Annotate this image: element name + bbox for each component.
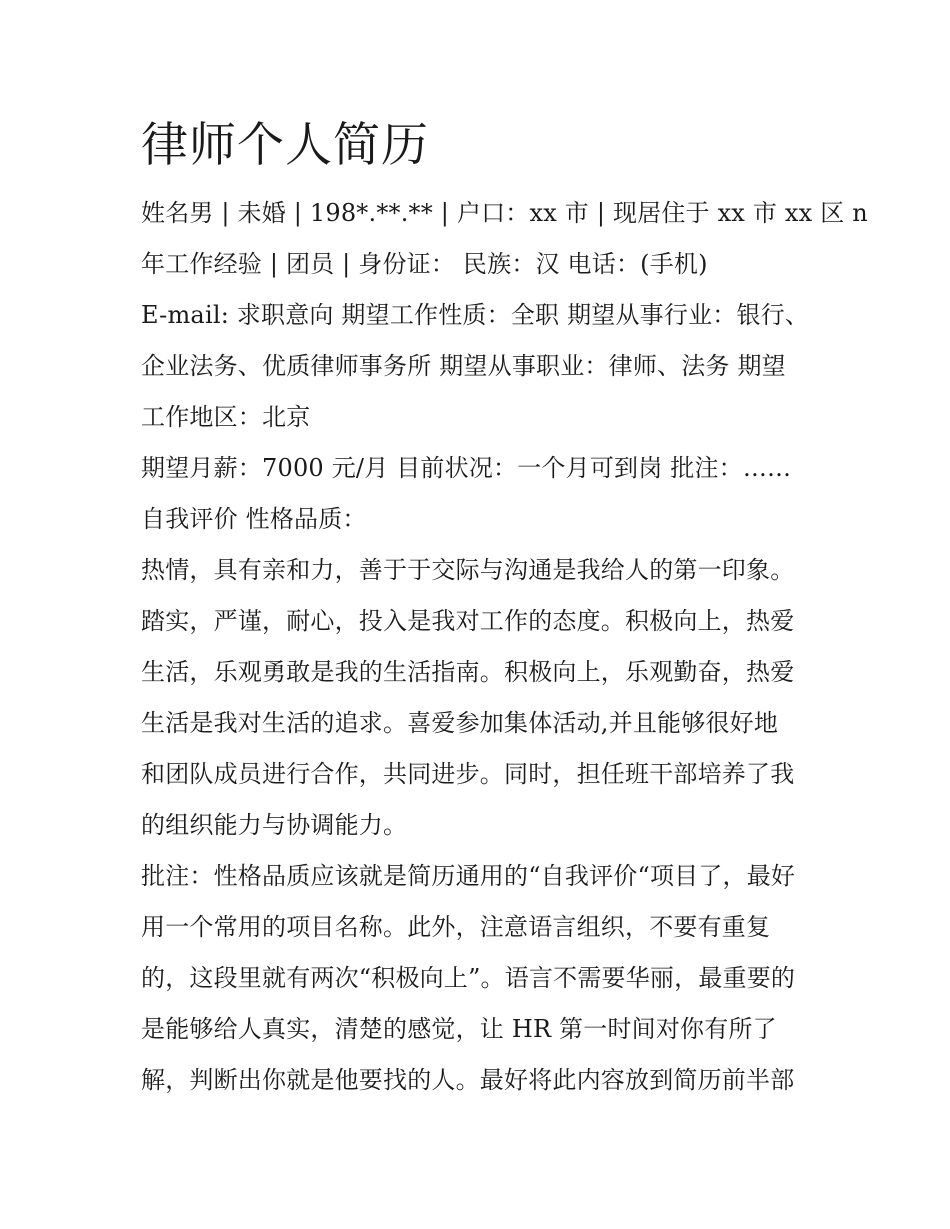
- text-line-1: 姓名男 | 未婚 | 198*.**.** | 户口：xx 市 | 现居住于 xx 市 xx 区 n: [141, 199, 868, 227]
- text-line-4: 企业法务、优质律师事务所 期望从事职业：律师、法务 期望: [141, 352, 786, 380]
- text-line-5: 工作地区：北京: [141, 403, 311, 431]
- text-line-15: 用一个常用的项目名称。此外，注意语言组织，不要有重复: [141, 913, 771, 941]
- text-line-18: 解，判断出你就是他要找的人。最好将此内容放到简历前半部: [141, 1066, 795, 1094]
- text-line-17: 是能够给人真实，清楚的感觉，让 HR 第一时间对你有所了: [141, 1015, 777, 1043]
- text-line-9: 踏实，严谨，耐心，投入是我对工作的态度。积极向上，热爱: [141, 607, 795, 635]
- text-line-10: 生活，乐观勇敢是我的生活指南。积极向上，乐观勤奋，热爱: [141, 658, 795, 686]
- text-line-13: 的组织能力与协调能力。: [141, 811, 408, 839]
- text-line-12: 和团队成员进行合作，共同进步。同时，担任班干部培养了我: [141, 760, 795, 788]
- text-line-8: 热情，具有亲和力，善于于交际与沟通是我给人的第一印象。: [141, 556, 795, 584]
- resume-content: [141, 112, 868, 1106]
- text-line-16: 的，这段里就有两次“积极向上”。语言不需要华丽，最重要的: [141, 964, 796, 992]
- text-line-6: 期望月薪：7000 元/月 目前状况：一个月可到岗 批注：……: [141, 454, 792, 482]
- text-line-3: E-mail: 求职意向 期望工作性质：全职 期望从事行业：银行、: [141, 301, 810, 329]
- text-line-2: 年工作经验 | 团员 | 身份证： 民族：汉 电话：(手机): [141, 250, 708, 278]
- text-line-14: 批注：性格品质应该就是简历通用的“自我评价“项目了，最好: [141, 862, 796, 890]
- text-line-7: 自我评价 性格品质：: [141, 505, 367, 533]
- text-line-11: 生活是我对生活的追求。喜爱参加集体活动,并且能够很好地: [141, 709, 779, 737]
- page-title: 律师个人简历: [141, 118, 429, 173]
